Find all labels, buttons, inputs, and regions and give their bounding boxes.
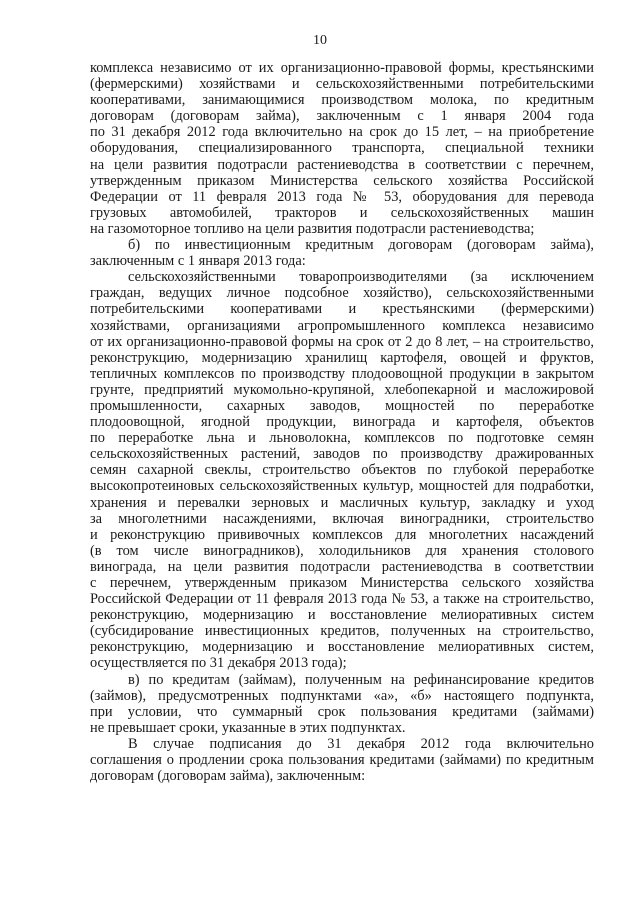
- text-line: семян сахарной свеклы, строительство объектов по глубокой переработке: [90, 462, 594, 479]
- text-line: на газомоторное топливо на цели развития подотрасли растениеводства;: [90, 220, 535, 237]
- text-line: по 31 декабря 2012 года включительно на срок до 15 лет, – на приобретение: [90, 124, 594, 141]
- text-line: оборудования, специализированного транспорта, специальной техники: [90, 140, 594, 157]
- text-line: на цели развития подотрасли растениеводства в соответствии с перечнем,: [90, 156, 594, 173]
- text-line: реконструкцию, модернизацию и восстановление мелиоративных систем: [90, 607, 594, 624]
- document-body: [90, 60, 594, 784]
- text-line: при условии, что суммарный срок пользования кредитами (займами): [90, 703, 594, 720]
- text-line: граждан, ведущих личное подсобное хозяйство), сельскохозяйственными: [90, 285, 594, 302]
- text-line: потребительскими кооперативами и крестьянскими (фермерскими): [90, 301, 594, 318]
- page-number: 10: [313, 33, 327, 48]
- text-line: сельскохозяйственными товаропроизводителями (за исключением: [128, 269, 594, 286]
- text-line: договорам (договорам займа), заключенным:: [90, 768, 366, 785]
- text-line: б) по инвестиционным кредитным договорам (договорам займа),: [128, 237, 594, 254]
- text-line: плодоовощной, ягодной продукции, винограда и картофеля, объектов: [90, 414, 594, 431]
- text-line: и реконструкцию прививочных комплексов для многолетних насаждений: [90, 526, 594, 543]
- text-line: грунте, предприятий мукомольно-крупяной, хлебопекарной и масложировой: [90, 381, 594, 398]
- text-line: винограда, на цели развития подотрасли растениеводства в соответствии: [90, 558, 594, 575]
- text-line: за многолетними насаждениями, включая виноградники, строительство: [90, 510, 594, 527]
- text-line: реконструкцию, модернизацию хранилищ картофеля, овощей и фруктов,: [90, 349, 594, 366]
- text-line: В случае подписания до 31 декабря 2012 года включительно: [128, 735, 594, 752]
- text-line: соглашения о продлении срока пользования кредитами (займами) по кредитным: [90, 752, 594, 769]
- text-line: по переработке льна и льноволокна, комплексов по подготовке семян: [90, 430, 594, 447]
- text-line: (займов), предусмотренных подпунктами «а», «б» настоящего подпункта,: [90, 687, 594, 704]
- text-line: хозяйствами, организациями агропромышленного комплекса независимо: [90, 317, 594, 334]
- text-line: в) по кредитам (займам), полученным на рефинансирование кредитов: [128, 671, 594, 688]
- text-line: сельскохозяйственных растений, заводов по производству дражированных: [90, 446, 594, 463]
- text-line: от их организационно-правовой формы на срок от 2 до 8 лет, – на строительство,: [90, 333, 594, 350]
- text-line: кооперативами, занимающимися производством молока, по кредитным: [90, 92, 594, 109]
- text-line: хранения и перевалки зерновых и масличных культур, закладку и уход: [90, 494, 594, 511]
- text-line: грузовых автомобилей, тракторов и сельскохозяйственных машин: [90, 204, 594, 221]
- text-line: утвержденным приказом Министерства сельского хозяйства Российской: [90, 172, 594, 189]
- text-line: осуществляется по 31 декабря 2013 года);: [90, 655, 347, 672]
- text-line: (субсидирование инвестиционных кредитов, полученных на строительство,: [90, 623, 594, 640]
- text-line: с перечнем, утвержденным приказом Министерства сельского хозяйства: [90, 575, 594, 591]
- text-line: не превышает сроки, указанные в этих подпунктах.: [90, 719, 406, 736]
- text-line: промышленности, сахарных заводов, мощностей по переработке: [90, 397, 594, 414]
- text-line: реконструкцию, модернизацию и восстановление мелиоративных систем,: [90, 639, 594, 656]
- text-line: Федерации от 11 февраля 2013 года № 53, оборудования для перевода: [90, 188, 594, 205]
- text-line: комплекса независимо от их организационно-правовой формы, крестьянскими: [90, 60, 594, 76]
- text-line: Российской Федерации от 11 февраля 2013 года № 53, а также на строительство,: [90, 591, 594, 608]
- text-line: (в том числе виноградников), холодильников для хранения столового: [90, 542, 594, 559]
- text-line: высокопротеиновых сельскохозяйственных культур, мощностей для подработки,: [90, 478, 594, 495]
- text-line: тепличных комплексов по производству плодоовощной продукции в закрытом: [90, 365, 594, 382]
- text-line: заключенным с 1 января 2013 года:: [90, 253, 306, 270]
- text-line: договорам (договорам займа), заключенным с 1 января 2004 года: [90, 108, 594, 125]
- text-line: (фермерскими) хозяйствами и сельскохозяйственными потребительскими: [90, 76, 594, 93]
